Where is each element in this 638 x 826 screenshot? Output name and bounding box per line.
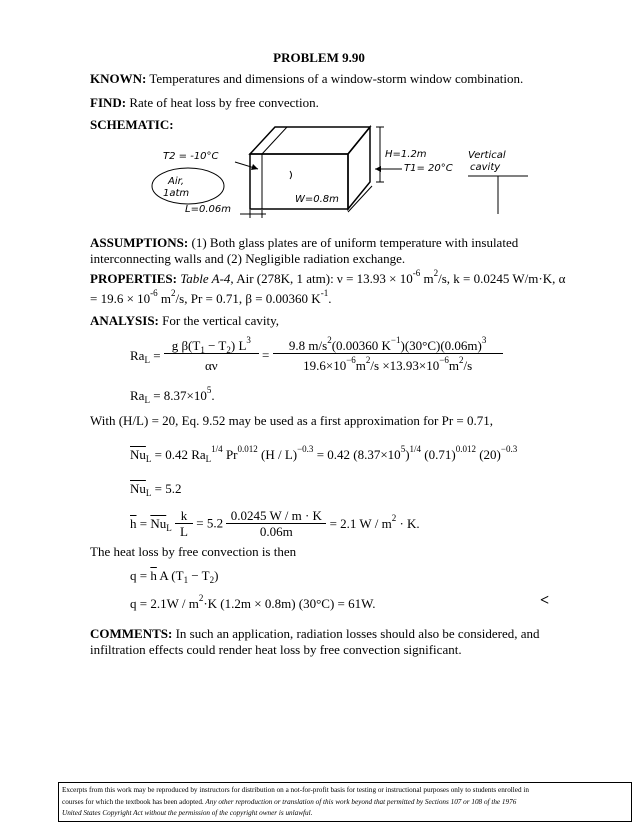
- find-line: [90, 95, 319, 111]
- nusselt-result: $\overline{Nu}_L = 5.2$: [130, 481, 182, 498]
- rayleigh-equation: $Ra_L$ = $\frac{g \beta(T_1 - T_2) L^3}{\alpha\nu}$ = $\frac{9.8 m/s^2(0.00360 K^{-1})(30^\circ C)(0.06m)^3}{19.6\times 10^{-6}m^2/s \times 13.93\times 10^{-6}m^2/s}$: [130, 338, 503, 373]
- known-line: [90, 71, 523, 87]
- heat-loss-equation: $q = \overline{h}$ A $(T_1 - T_2)$: [130, 568, 219, 585]
- answer-mark: <: [540, 592, 550, 609]
- air-label: Air,: [168, 176, 184, 187]
- problem-title: PROBLEM 9.90: [273, 50, 365, 65]
- known-label: KNOWN:: [90, 71, 147, 86]
- schematic-label: SCHEMATIC:: [90, 117, 174, 132]
- vertical-label: Vertical: [468, 150, 506, 161]
- nusselt-equation: $\overline{Nu}_L = 0.42$ $Ra_L^{1/4}$ $Pr^{0.012}$ (H / L)$^{-0.3}$ = 0.42 $(8.37\times 10^5)^{1/4}$ $(0.71)^{0.012}$ $(20)^{-0.3}$: [130, 444, 518, 464]
- t2-label: T2 = -10°C: [163, 151, 219, 162]
- window-right-face: [348, 127, 370, 209]
- comments-label: COMMENTS:: [90, 626, 173, 641]
- footer-line3: United States Copyright Act without the permission of the copyright owner is unlawful.: [62, 809, 313, 817]
- analysis-intro: ANALYSIS: For the vertical cavity,: [90, 313, 279, 328]
- assumptions-text1: (1) Both glass plates are of uniform temperature with insulated: [191, 235, 519, 250]
- width-label: W=0.8m: [295, 194, 339, 205]
- analysis-label: ANALYSIS:: [90, 313, 159, 328]
- rayleigh-result: $Ra_L = 8.37\times 10^5$.: [130, 385, 215, 405]
- assumptions-label: ASSUMPTIONS:: [90, 235, 189, 250]
- comments-line2: infiltration effects could render heat loss by free convection significant.: [90, 642, 462, 657]
- t1-label: T1= 20°C: [404, 163, 453, 174]
- find-label: FIND:: [90, 95, 127, 110]
- heat-loss-result: $q = 2.1W / m^2\cdot K$ (1.2m × 0.8m) (30°C) = 61W.: [130, 593, 376, 611]
- comments-line1: COMMENTS: In such an application, radiation losses should also be considered, and: [90, 626, 540, 641]
- properties-line2: = $19.6 \times 10^{-6}$ $m^2/s$, Pr = 0.71, β = 0.00360 $K^{-1}$.: [90, 288, 332, 306]
- approximation-text: With (H/L) = 20, Eq. 9.52 may be used as a first approximation for Pr = 0.71,: [90, 413, 493, 428]
- height-label: H=1.2m: [385, 149, 427, 160]
- assumptions-line2: interconnecting walls and (2) Negligible radiation exchange.: [90, 251, 406, 266]
- known-text: Temperatures and dimensions of a window-storm window combination.: [149, 71, 524, 86]
- find-text: Rate of heat loss by free convection.: [129, 95, 319, 110]
- copyright-footer: [58, 782, 632, 822]
- assumptions-line1: [90, 235, 518, 251]
- length-label: L=0.06m: [185, 204, 231, 215]
- cavity-label: cavity: [470, 162, 501, 173]
- heat-transfer-coefficient-equation: $\overline{h} = \overline{Nu}_L$ $\frac{k}{L}$ = 5.2 $\frac{0.0245 W / m \cdot K}{0.06m}$ = 2.1 $W / m^2 \cdot K$.: [130, 508, 420, 539]
- footer-line2: courses for which the textbook has been adopted. Any other reproduction or translation of this work beyond that permitted by Sections 107 or 108 of the 1976: [62, 797, 517, 806]
- properties-table-ref: Table A-4: [180, 271, 231, 286]
- heat-loss-intro: The heat loss by free convection is then: [90, 544, 297, 559]
- properties-line1: PROPERTIES: Table A-4, Air (278K, 1 atm): $\nu = 13.93 \times 10^{-6}$ $m^2/s$, k = 0.0245 W/m·K, α: [90, 268, 566, 286]
- footer-line1: Excerpts from this work may be reproduced by instructors for distribution on a not-for-profit basis for testing or instructional purposes only to students enrolled in: [62, 786, 529, 794]
- atm-label: 1atm: [163, 188, 190, 199]
- properties-label: PROPERTIES:: [90, 271, 177, 286]
- width-dimension-line: [348, 186, 372, 212]
